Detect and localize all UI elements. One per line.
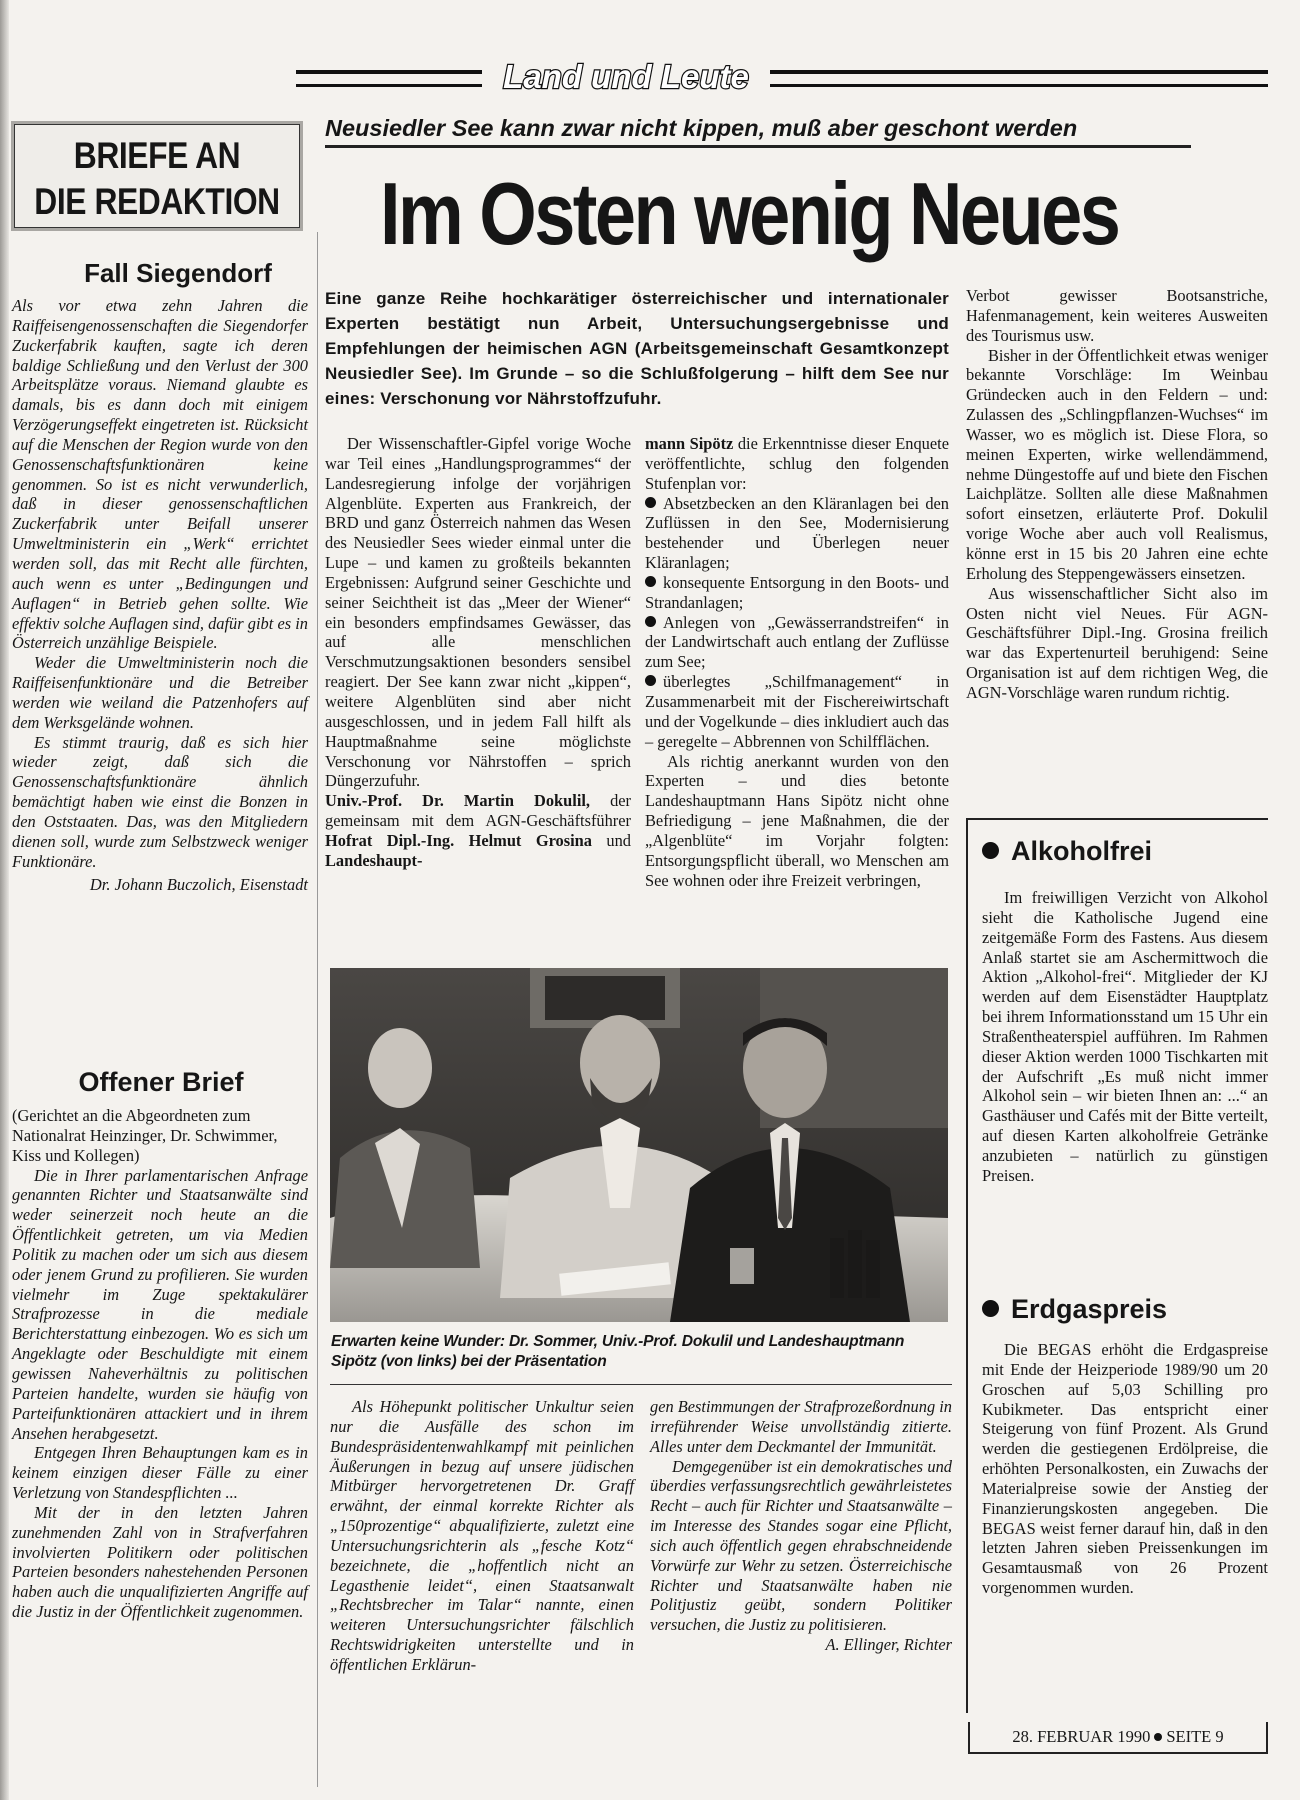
article-c3-p2: Bisher in der Öffentlichkeit etwas weniger bekannte Vorschläge: Im Weinbau Gründecken auch in den Feldern – und: Zulassen des „Schlingpflanzen-Wuchses“ im Wasser, wo es möglich ist. Diese Flora, so meinen Experten, wirke wellendämmend, nehme Düngestoffe auf und biete den Fischen Laichplätze. Sollten alle diese Maßnahmen sofort einsetzen, erläuterte Prof. Dokulil vorige Woche aber auch voll Realismus, könne erst in 15 bis 20 Jahren eine echte Erholung des Steppengewässers einsetzen. [966, 345, 1268, 583]
article-c2-intro: die Erkenntnisse dieser Enquete veröffentlichte, schlug den folgenden Stufenplan vor: [645, 434, 949, 493]
plan-item-1-text: Absetzbecken an den Kläranlagen bei den Zuflüssen in den See, Modernisierung bestehender und Überlegen neuer Kläranlagen; [645, 493, 949, 573]
column-divider [317, 232, 318, 1787]
bullet-icon [645, 616, 656, 627]
svg-text:Land und Leute: Land und Leute [503, 58, 749, 95]
press-photo [330, 968, 948, 1322]
letter-title-fall: Fall Siegendorf [84, 258, 272, 288]
article-c3-p3: Aus wissenschaftlicher Sicht also im Osten nicht viel Neues. Für AGN-Geschäftsführer Dipl.-Ing. Grosina freilich war das Expertenurteil beruhigend: Seine Organisation ist auf dem richtigen Weg, die AGN-Vorschläge waren rundum richtig. [966, 583, 1268, 702]
article-c2-intro-p [645, 434, 949, 494]
landeshaupt-fragment: Landeshaupt- [325, 850, 423, 870]
footer-date: 28. FEBRUAR 1990 [1012, 1727, 1151, 1746]
bullet-icon [982, 1300, 999, 1317]
letter-brief-intro: (Gerichtet an die Abgeordneten zum Nationalrat Heinzinger, Dr. Schwimmer, Kiss und Kollegen) [12, 1106, 278, 1165]
news-title-alkohol-text: Alkoholfrei [1011, 836, 1153, 866]
article-kicker: Neusiedler See kann zwar nicht kippen, muß aber geschont werden [325, 115, 1078, 141]
section-rule-right [770, 70, 1268, 87]
letter-fall-p3: Es stimmt traurig, daß es sich hier wieder zeigt, daß sich die Genossenschaftsfunktionäre ähnlich bemächtigt haben wie einst die Bonzen in den Oststaaten. Das, was den Mitgliedern dienen soll, wurde zum Selbstzweck weniger Funktionäre. [12, 732, 308, 871]
letter-fall-p2: Weder die Umweltministerin noch die Raiffeisenfunktionäre und die Betreiber werden wie weiland die Patzenhofers auf dem Werksgelände wohnen. [12, 653, 308, 732]
article-col1 [325, 434, 631, 871]
news-erdgas-body [982, 1340, 1268, 1598]
article-c1-und: und [591, 830, 631, 850]
bullet-icon [645, 675, 656, 686]
letter-brief-col3 [650, 1397, 952, 1655]
bullet-icon [982, 842, 999, 859]
letter-brief-signature: A. Ellinger, Richter [825, 1635, 952, 1655]
plan-item-2-text: konsequente Entsorgung in den Boots- und Strandanlagen; [645, 572, 949, 612]
news-title-alkohol [982, 834, 1262, 868]
letter-brief-p3: Mit der in den letzten Jahren zunehmenden Zahl von in Strafverfahren involvierten Politikern oder politischen Parteien besonders nahestehenden Personen haben auch die unqualifizierten Angriffe auf die Justiz in der Öffentlichkeit zugenommen. [12, 1502, 308, 1622]
footer-dateline [968, 1722, 1268, 1754]
letter-fall-body [12, 296, 308, 895]
page-edge [0, 0, 9, 1800]
news-erdgas-text: Die BEGAS erhöht die Erdgaspreise mit Ende der Heizperiode 1989/90 um 20 Groschen auf 5,03 Schilling pro Kubikmeter. Das entspricht einer Steigerung von fünf Prozent. Als Grund werden die gestiegenen Erdölpreise, die erhöhten Personalkosten, ein Zuwachs der Materialpreise sowie der Anstieg der Finanzierungskosten angegeben. Die BEGAS weist ferner darauf hin, daß in den letzten Jahren sieben Preissenkungen im Gesamtausmaß von 26 Prozent vorgenommen wurden. [982, 1340, 1268, 1598]
news-alkohol-body [982, 888, 1268, 1186]
bullet-icon [645, 576, 656, 587]
article-headline: Im Osten wenig Neues [380, 164, 1119, 263]
letter-brief-c2-p1: Als Höhepunkt politischer Unkultur seien nur die Ausfälle des schon im Bundespräsidentenwahlkampf mit peinlichen Äußerungen in bezug auf unsere jüdischen Mitbürger hervorgetretenen Dr. Graff erwähnt, der einmal korrekte Richter als „150prozentige“ abqualifizierte, zuletzt eine Untersuchungsrichterin als „fesche Kotz“ bezeichnete, die „hoffentlich nicht an Legasthenie leidet“, einen Staatsanwalt „Rechtsbrecher im Talar“ nannte, einen weiteren Untersuchungsrichter fälschlich Rechtswidrigkeiten unterstellte und in öffentlichen Erklärun- [330, 1397, 634, 1674]
plan-item-1 [645, 494, 949, 573]
letter-brief-body [12, 1106, 308, 1622]
sipoetz-name: mann Sipötz [645, 434, 734, 453]
letters-box-title [34, 133, 280, 225]
article-col2 [645, 434, 949, 890]
article-c2-p2: Als richtig anerkannt wurden von den Experten – und dies betonte Landeshauptmann Hans Sipötz nicht ohne Befriedigung – jene Maßnahmen, die der „Algenblüte“ im Vorjahr folgten: Entsorgungspflicht überall, wo Menschen am See wohnen oder ihre Freizeit verbringen, [645, 751, 949, 890]
article-c1-mid: der gemeinsam mit dem AGN-Geschäftsführer [325, 791, 632, 831]
kicker-underline [325, 145, 1191, 148]
news-title-erdgas [982, 1292, 1262, 1326]
letter-brief-p1: Die in Ihrer parlamentarischen Anfrage genannten Richter und Staatsanwälte sind weder seinerzeit noch heute an die Öffentlichkeit getreten, um via Medien Politik zu machen oder um sich aus diesem oder jenem Grund zu profilieren. Sie wurden vielmehr im Zuge spektakulärer Strafprozesse in die mediale Berichterstattung einbezogen. Wo es sich um Angeklagte oder Beschuldigte mit einem gewissen Naheverhältnis zu politischen Parteien handelte, wurden sie häufig von Parteifunktionären attackiert und in ihrem Ansehen herabgesetzt. [12, 1165, 308, 1443]
photo-caption: Erwarten keine Wunder: Dr. Sommer, Univ.-Prof. Dokulil und Landeshauptmann Sipötz (von links) bei der Präsentation [331, 1333, 905, 1370]
letter-brief-c3-p2: Demgegenüber ist ein demokratisches und überdies verfassungsrechtlich gewährleistetes Recht – auch für Richter und Staatsanwälte – im Interesse des Standes sogar eine Pflicht, sich auch öffentlich gegen ehrabschneidende Vorwürfe zur Wehr zu setzen. Österreichische Richter und Staatsanwälte haben nie Politjustiz geübt, sondern Politiker versuchen, die Justiz zu politisieren. [650, 1456, 952, 1635]
bullet-icon [645, 497, 656, 508]
plan-item-3 [645, 613, 949, 673]
news-alkohol-text: Im freiwilligen Verzicht von Alkohol sieht die Katholische Jugend eine zeitgemäße Form des Fastens. Aus diesem Anlaß startet sie am Aschermittwoch die Aktion „Alkohol-frei“. Mitglieder der KJ werden auf dem Eisenstädter Hauptplatz bei ihrem Informationsstand um 15 Uhr ein Straßentheaterspiel aufführen. Im Rahmen dieser Aktion werden 1000 Tischkarten mit der Aufschrift „Es muß nicht immer Alkohol sein – wir bieten Ihnen an: ...“ an Gasthäuser und Cafés mit der Bitte verteilt, auf diesen Karten alkoholfreie Getränke anzubieten – natürlich zu günstigen Preisen. [982, 888, 1268, 1185]
letter-fall-p1: Als vor etwa zehn Jahren die Raiffeisengenossenschaften die Siegendorfer Zuckerfabrik kauften, sagte ich deren baldige Schließung und den Verlust der 300 Arbeitsplätze voraus. Niemand glaubte es damals, bis es dann doch mit einigem Verzögerungseffekt eingetreten ist. Rücksicht auf die Menschen der Region wurde von den Genossenschaftsfunktionären keine genommen. So ist es nicht verwunderlich, daß in dieser genossenschaftlichen Zuckerfabrik unter Beifall unserer Umweltministerin ein „Werk“ errichtet werden soll, das mit Recht alle fürchten, auch wenn es unter „Bedingungen und Auflagen“ in Betrieb gehen sollte. Wie effektiv solche Auflagen sind, dafür gibt es in Österreich unzählige Beispiele. [12, 296, 308, 653]
plan-item-4 [645, 672, 949, 751]
article-lead: Eine ganze Reihe hochkarätiger österreichischer und internationaler Experten bestätigt nun Arbeit, Untersuchungsergebnisse und Empfehlungen der heimischen AGN (Arbeitsgemeinschaft Gesamtkonzept Neusiedler See). Im Grunde – so die Schlußfolgerung – hilft dem See nur eines: Verschonung vor Nährstoffzufuhr. [325, 289, 949, 408]
letter-fall-signature: Dr. Johann Buczolich, Eisenstadt [89, 875, 308, 895]
article-c1-p2 [325, 791, 631, 870]
letter-brief-c3-p1: gen Bestimmungen der Strafprozeßordnung in irreführender Weise unvollständig zitierte. Alles unter dem Deckmantel der Immunität. [650, 1397, 952, 1456]
article-c1-p1: Der Wissenschaftler-Gipfel vorige Woche war Teil eines „Handlungsprogrammes“ der Landesregierung infolge der vorjährigen Algenblüte. Experten aus Frankreich, der BRD und ganz Österreich nahmen das Wesen des Neusiedler Sees wieder einmal unter die Lupe – und kamen zu großteils bekannten Ergebnissen: Aufgrund seiner Geschichte und seiner Seichtheit ist das „Meer der Wiener“ ein besonders empfindsames Gewässer, das auf alle menschlichen Verschmutzungsaktionen besonders sensibel reagiert. Der See kann zwar nicht „kippen“, weitere Algenblüten sind aber nicht ausgeschlossen, und in jedem Fall hilft als Hauptmaßnahme seine möglichste Verschonung vor Nährstoffen – sprich Düngerzufuhr. [325, 434, 631, 791]
press-photo-image [330, 968, 948, 1322]
letter-brief-col2 [330, 1397, 634, 1675]
letter-brief-p2: Entgegen Ihren Behauptungen kam es in keinem einzigen dieser Fälle zu einer Verletzung von Standespflichten ... [12, 1443, 308, 1503]
footer-page: SEITE 9 [1166, 1727, 1224, 1746]
caption-rule [330, 1384, 952, 1385]
section-label [488, 58, 764, 98]
plan-item-3-text: Anlegen von „Gewässerrandstreifen“ in der Landwirtschaft auch entlang der Zuflüsse zum See; [645, 612, 949, 672]
letter-title-brief: Offener Brief [78, 1067, 244, 1097]
letters-box-title-line2: DIE REDAKTION [34, 181, 280, 222]
news-title-erdgas-text: Erdgaspreis [1011, 1294, 1168, 1324]
grosina-name: Hofrat Dipl.-Ing. Helmut Grosina [325, 830, 592, 850]
plan-item-4-text: überlegtes „Schilfmanagement“ in Zusammenarbeit mit der Fischereiwirtschaft und der Vogelkunde – dies inkludiert auch das – geregelte – Abbrennen von Schilfflächen. [645, 672, 949, 751]
section-rule-left [296, 70, 482, 87]
section-label-logo [488, 58, 764, 98]
article-col3 [966, 286, 1268, 703]
footer-dot-icon [1154, 1733, 1162, 1741]
plan-item-2 [645, 573, 949, 613]
article-c3-p1: Verbot gewisser Bootsanstriche, Hafenmanagement, kein weiteres Ausweiten des Tourismus usw. [966, 286, 1268, 345]
letters-box-title-line1: BRIEFE AN [73, 135, 241, 176]
dokulil-name: Univ.-Prof. Dr. Martin Dokulil, [325, 791, 591, 811]
